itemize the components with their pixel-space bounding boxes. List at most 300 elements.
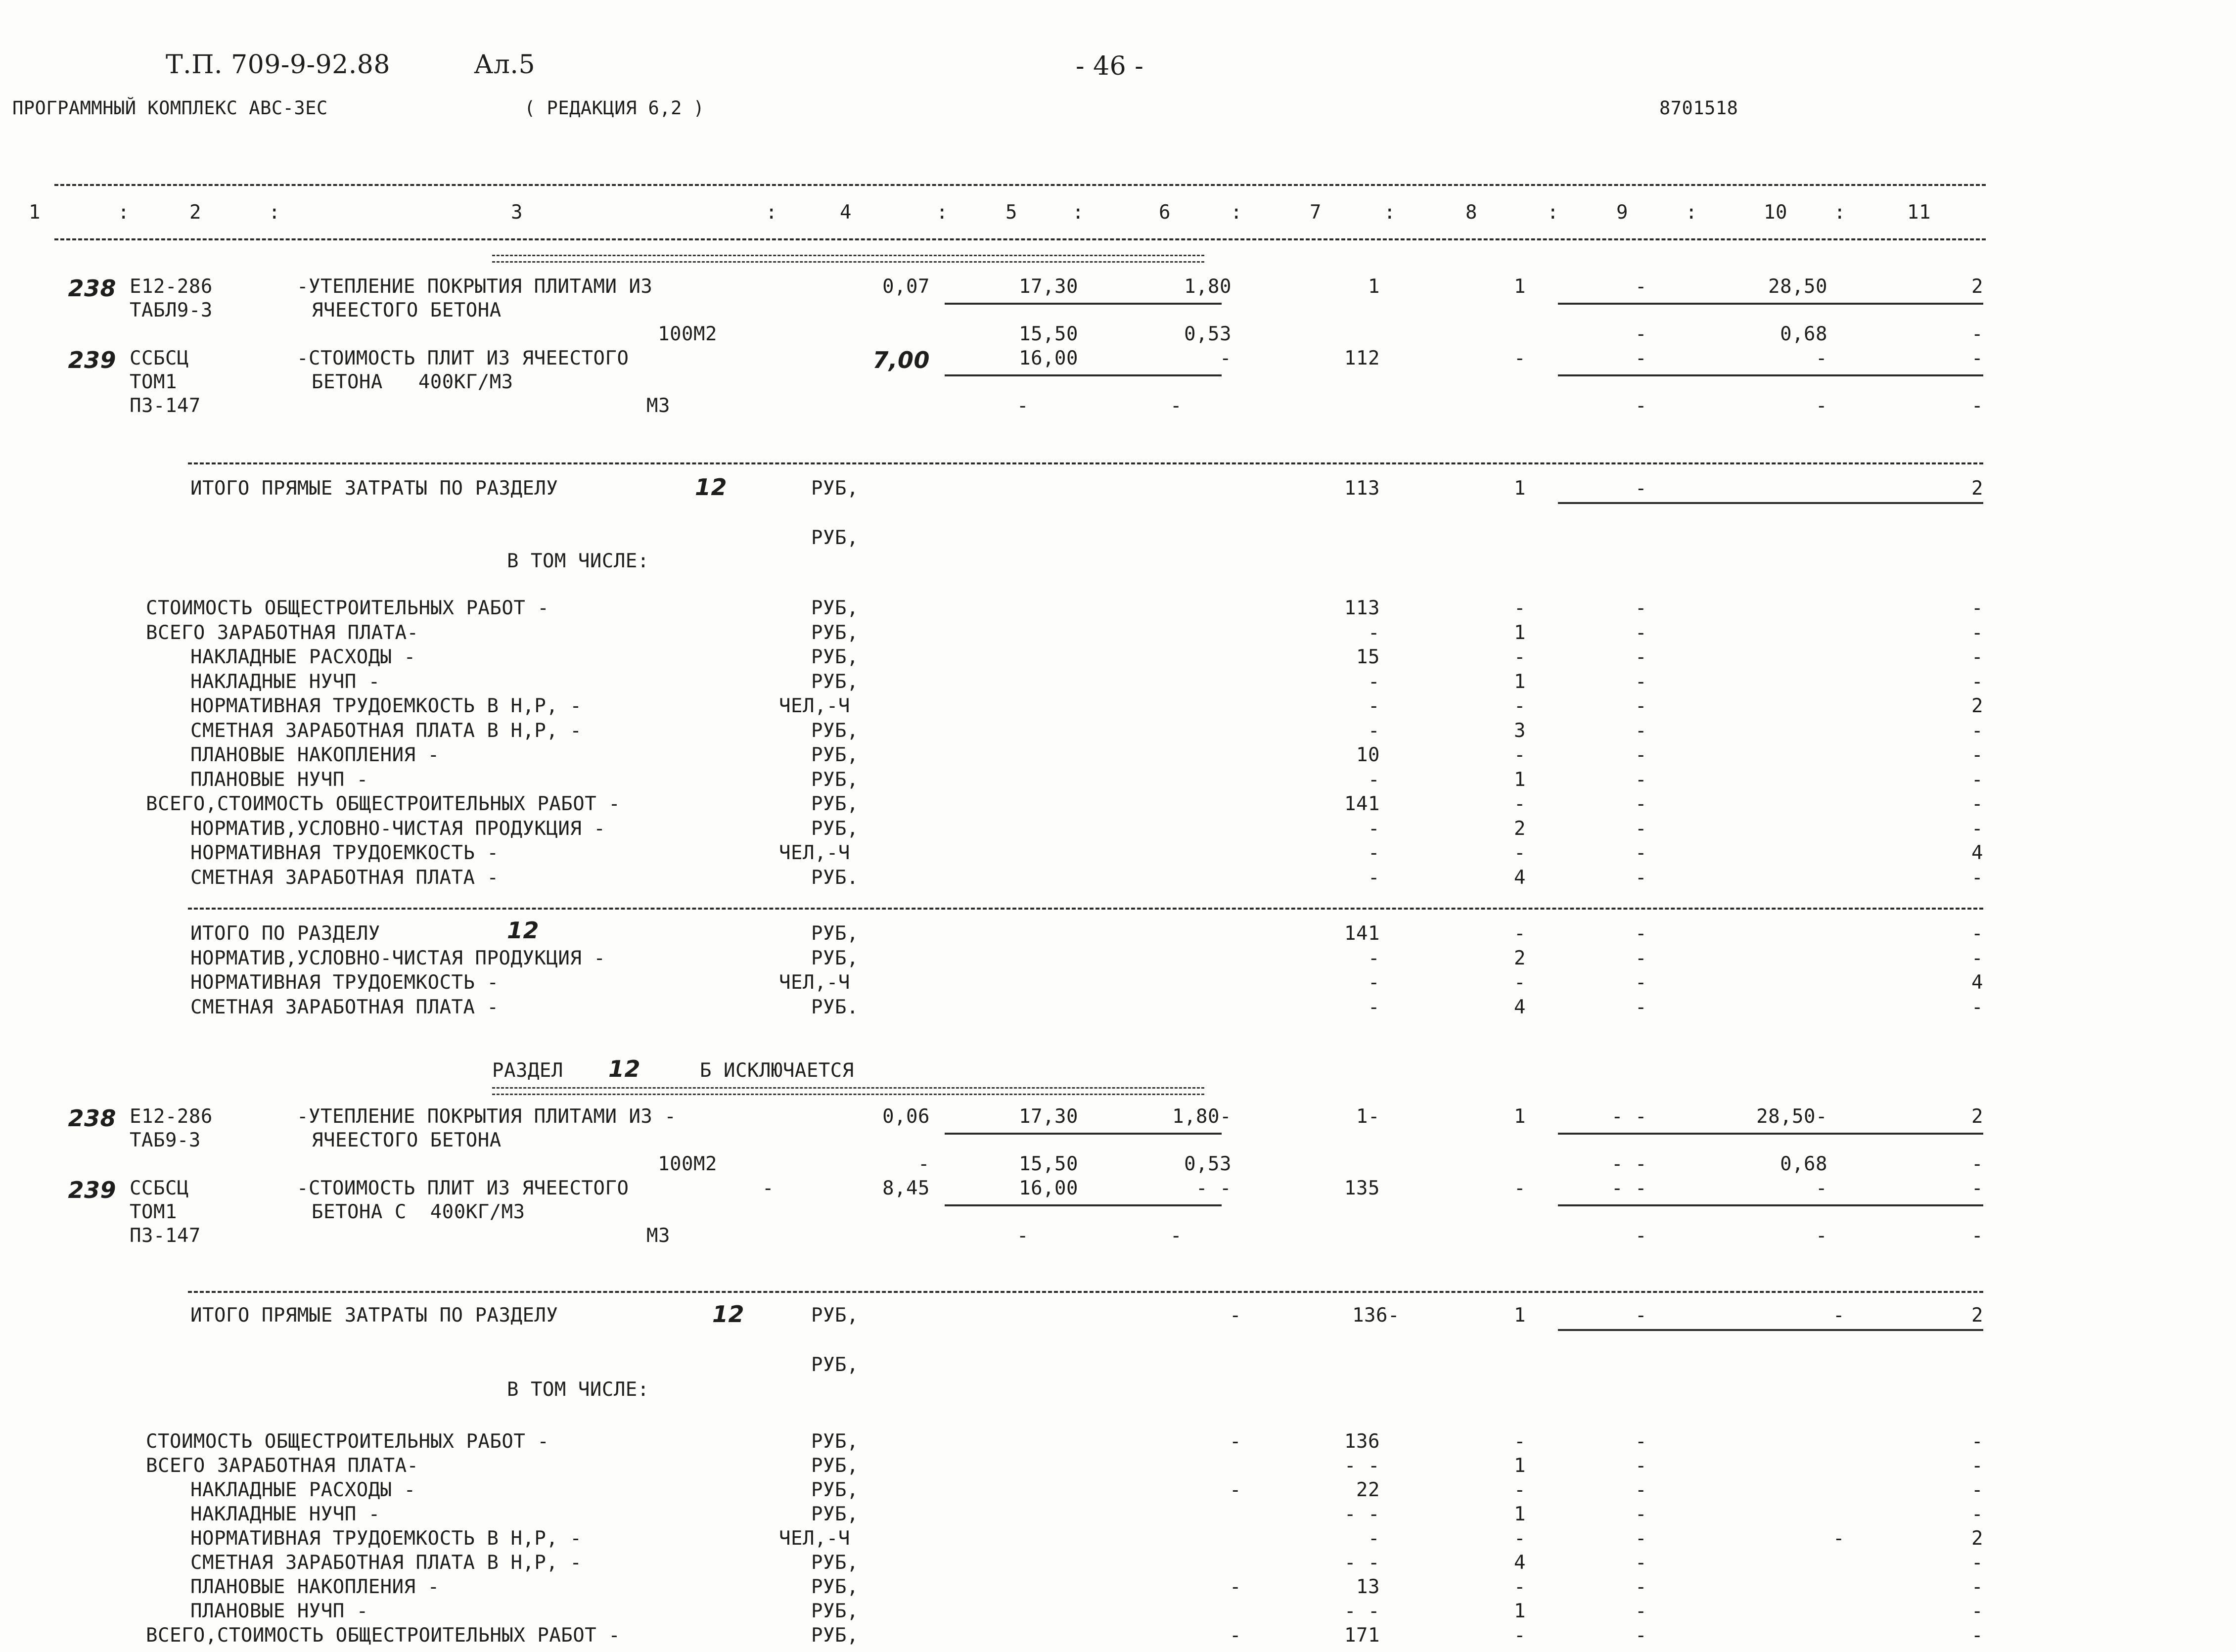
item-description: -СТОИМОСТЬ ПЛИТ ИЗ ЯЧЕЕСТОГО xyxy=(297,1177,629,1199)
col11-value-b: - xyxy=(1971,323,1983,345)
item-unit: М3 xyxy=(646,1225,670,1247)
breakdown-unit: РУБ, xyxy=(811,597,859,619)
col9-value-b: - xyxy=(1635,1225,1647,1247)
breakdown-col9: - xyxy=(1635,1624,1647,1647)
header-rule-bottom xyxy=(54,238,1986,240)
item-unit: 100М2 xyxy=(658,1153,717,1175)
breakdown-col8: - xyxy=(1514,1624,1526,1647)
row-underline xyxy=(945,303,1222,305)
breakdown-label: НАКЛАДНЫЕ НУЧП - xyxy=(190,670,380,693)
breakdown-label: СТОИМОСТЬ ОБЩЕСТРОИТЕЛЬНЫХ РАБОТ - xyxy=(146,1430,549,1453)
item-code-ref: П3-147 xyxy=(130,395,201,417)
row-underline xyxy=(945,374,1222,376)
col11-value-b: - xyxy=(1971,1153,1983,1175)
breakdown-col7: - - xyxy=(1344,1503,1380,1525)
col9-value: - - xyxy=(1611,1177,1647,1199)
item-code-table: ТОМ1 xyxy=(130,1201,177,1223)
breakdown-col7: - xyxy=(1368,817,1380,840)
breakdown-col11: - xyxy=(1971,866,1983,889)
item-description-cont: БЕТОНА С 400КГ/М3 xyxy=(312,1201,525,1223)
col10-labor: 28,50 xyxy=(1768,275,1827,298)
col9-value-b: - xyxy=(1635,395,1647,417)
breakdown-unit: РУБ, xyxy=(811,1576,859,1598)
breakdown-col11: - xyxy=(1971,597,1983,619)
subtotal-label: ИТОГО ПО РАЗДЕЛУ xyxy=(190,922,380,945)
subtotal-label: НОРМАТИВ,УСЛОВНО-ЧИСТАЯ ПРОДУКЦИЯ - xyxy=(190,947,606,969)
breakdown-col8: 1 xyxy=(1514,1503,1526,1525)
breakdown-col9: - xyxy=(1635,1600,1647,1622)
breakdown-label: ПЛАНОВЫЕ НАКОПЛЕНИЯ - xyxy=(190,1576,440,1598)
breakdown-col9: - xyxy=(1635,768,1647,791)
breakdown-col6: - xyxy=(1230,1479,1241,1501)
col7-total: 112 xyxy=(1344,347,1380,369)
breakdown-col8: 1 xyxy=(1514,1455,1526,1477)
item-code: Е12-286 xyxy=(130,275,213,298)
section-number: 12 xyxy=(695,474,728,501)
breakdown-col6: - xyxy=(1230,1576,1241,1598)
breakdown-label: ПЛАНОВЫЕ НУЧП - xyxy=(190,768,368,791)
breakdown-col9: - xyxy=(1635,621,1647,644)
breakdown-col7: 136 xyxy=(1344,1430,1380,1453)
column-header-14: 8 xyxy=(1465,201,1477,224)
subtotal-col7: 141 xyxy=(1344,922,1380,945)
col5-wage: 15,50 xyxy=(1019,323,1078,345)
section-heading: РАЗДЕЛ xyxy=(492,1059,563,1082)
row-underline-right xyxy=(1558,374,1983,376)
breakdown-col9: - xyxy=(1635,1503,1647,1525)
total-direct-costs-label: ИТОГО ПРЯМЫЕ ЗАТРАТЫ ПО РАЗДЕЛУ xyxy=(190,1304,558,1327)
item-number: 238 xyxy=(68,275,116,302)
item-code-table: ТАБ9-3 xyxy=(130,1129,201,1151)
breakdown-label: НАКЛАДНЫЕ НУЧП - xyxy=(190,1503,380,1525)
section-rule-2 xyxy=(188,1291,1983,1293)
col10-labor-b: - xyxy=(1816,395,1827,417)
breakdown-col11: 2 xyxy=(1971,1527,1983,1550)
col11-value: - xyxy=(1971,347,1983,369)
breakdown-col7: - - xyxy=(1344,1455,1380,1477)
column-header-20: 11 xyxy=(1907,201,1931,224)
subtotal-unit: ЧЕЛ,-Ч xyxy=(779,971,850,994)
breakdown-label: ВСЕГО ЗАРАБОТНАЯ ПЛАТА- xyxy=(146,621,419,644)
breakdown-col11: 2 xyxy=(1971,695,1983,717)
subtotal-col8: - xyxy=(1514,971,1526,994)
subtotal-col9: - xyxy=(1635,947,1647,969)
column-header-11: : xyxy=(1231,201,1242,224)
breakdown-label: СМЕТНАЯ ЗАРАБОТНАЯ ПЛАТА В Н,Р, - xyxy=(190,1552,582,1574)
subtotal-label: НОРМАТИВНАЯ ТРУДОЕМКОСТЬ - xyxy=(190,971,499,994)
column-header-5: : xyxy=(766,201,777,224)
breakdown-unit: РУБ, xyxy=(811,1624,859,1647)
subtotal-col7: - xyxy=(1368,996,1380,1018)
subtotal-col9: - xyxy=(1635,971,1647,994)
subtotal-label: СМЕТНАЯ ЗАРАБОТНАЯ ПЛАТА - xyxy=(190,996,499,1018)
col9-value: - xyxy=(1635,275,1647,298)
col8-value: - xyxy=(1514,1177,1526,1199)
breakdown-col11: - xyxy=(1971,1455,1983,1477)
incl-unit: РУБ, xyxy=(811,1354,859,1376)
subtotal-col9: - xyxy=(1635,922,1647,945)
breakdown-unit: РУБ. xyxy=(811,866,859,889)
breakdown-col8: 1 xyxy=(1514,1600,1526,1622)
breakdown-col11: - xyxy=(1971,817,1983,840)
total-rule xyxy=(1558,502,1983,504)
incl-unit: РУБ, xyxy=(811,527,859,549)
breakdown-col11: - xyxy=(1971,1479,1983,1501)
breakdown-label: СТОИМОСТЬ ОБЩЕСТРОИТЕЛЬНЫХ РАБОТ - xyxy=(146,597,549,619)
col4-qty: 8,45 xyxy=(882,1177,930,1199)
subtotal-col11: - xyxy=(1971,947,1983,969)
double-rule-2 xyxy=(492,1087,1204,1095)
breakdown-label: ВСЕГО,СТОИМОСТЬ ОБЩЕСТРОИТЕЛЬНЫХ РАБОТ - xyxy=(146,1624,621,1647)
including-label: В ТОМ ЧИСЛЕ: xyxy=(507,1378,649,1401)
col6-machine-wage: - xyxy=(1170,395,1182,417)
breakdown-col8: 4 xyxy=(1514,866,1526,889)
item-description-cont: ЯЧЕЕСТОГО БЕТОНА xyxy=(312,299,502,321)
total-unit: РУБ, xyxy=(811,1304,859,1327)
section-rule xyxy=(188,462,1983,464)
breakdown-unit: РУБ, xyxy=(811,621,859,644)
total-col8: 1 xyxy=(1514,477,1526,500)
breakdown-unit: РУБ, xyxy=(811,670,859,693)
breakdown-col6: - xyxy=(1230,1430,1241,1453)
col6-machine: 1,80- xyxy=(1172,1105,1232,1128)
breakdown-col9: - xyxy=(1635,1552,1647,1574)
item-description: -УТЕПЛЕНИЕ ПОКРЫТИЯ ПЛИТАМИ ИЗ xyxy=(297,275,653,298)
col4-prefix: - xyxy=(762,1177,774,1199)
col7-total: 1 xyxy=(1368,275,1380,298)
program-title: ПРОГРАММНЫЙ КОМПЛЕКС АВС-3ЕС xyxy=(12,97,328,119)
breakdown-col11: - xyxy=(1971,1430,1983,1453)
breakdown-label: СМЕТНАЯ ЗАРАБОТНАЯ ПЛАТА В Н,Р, - xyxy=(190,719,582,742)
breakdown-col11: - xyxy=(1971,1600,1983,1622)
breakdown-col9: - xyxy=(1635,670,1647,693)
col5-wage: 15,50 xyxy=(1019,1153,1078,1175)
item-unit: 100М2 xyxy=(658,323,717,345)
subtotal-col8: 2 xyxy=(1514,947,1526,969)
col8-value: 1 xyxy=(1514,275,1526,298)
breakdown-col7: - - xyxy=(1344,1552,1380,1574)
breakdown-col8: - xyxy=(1514,1479,1526,1501)
breakdown-col7: - xyxy=(1368,621,1380,644)
breakdown-col8: - xyxy=(1514,744,1526,766)
breakdown-col9: - xyxy=(1635,646,1647,668)
col4-qty: 0,07 xyxy=(882,275,930,298)
col8-value: - xyxy=(1514,347,1526,369)
breakdown-label: ВСЕГО ЗАРАБОТНАЯ ПЛАТА- xyxy=(146,1455,419,1477)
item-description-cont: ЯЧЕЕСТОГО БЕТОНА xyxy=(312,1129,502,1151)
subtotal-col11: - xyxy=(1971,922,1983,945)
col7-total: 1- xyxy=(1356,1105,1380,1128)
subtotal-unit: РУБ, xyxy=(811,947,859,969)
breakdown-col7: - xyxy=(1368,866,1380,889)
item-number: 239 xyxy=(68,1177,116,1203)
breakdown-unit: РУБ, xyxy=(811,646,859,668)
breakdown-unit: РУБ, xyxy=(811,1430,859,1453)
item-number: 238 xyxy=(68,1105,116,1132)
doc-code: Т.П. 709-9-92.88 xyxy=(166,50,390,80)
breakdown-col7: 22 xyxy=(1356,1479,1380,1501)
breakdown-unit: РУБ, xyxy=(811,744,859,766)
total-col7: 136- xyxy=(1352,1304,1400,1327)
column-header-0: 1 xyxy=(29,201,41,224)
row-underline-right xyxy=(1558,1204,1983,1206)
breakdown-col8: 4 xyxy=(1514,1552,1526,1574)
breakdown-col8: - xyxy=(1514,646,1526,668)
breakdown-col8: 1 xyxy=(1514,768,1526,791)
breakdown-col9: - xyxy=(1635,597,1647,619)
breakdown-label: СМЕТНАЯ ЗАРАБОТНАЯ ПЛАТА - xyxy=(190,866,499,889)
breakdown-col8: - xyxy=(1514,695,1526,717)
col11-value-b: - xyxy=(1971,1225,1983,1247)
breakdown-col6: - xyxy=(1230,1624,1241,1647)
total-direct-costs-label: ИТОГО ПРЯМЫЕ ЗАТРАТЫ ПО РАЗДЕЛУ xyxy=(190,477,558,500)
breakdown-col11: - xyxy=(1971,793,1983,815)
album-label: Ал.5 xyxy=(474,50,536,80)
breakdown-unit: РУБ, xyxy=(811,1552,859,1574)
item-code-table: ТОМ1 xyxy=(130,371,177,393)
breakdown-label: НАКЛАДНЫЕ РАСХОДЫ - xyxy=(190,646,416,668)
breakdown-col7: - xyxy=(1368,695,1380,717)
column-header-4: 3 xyxy=(511,201,523,224)
column-header-1: : xyxy=(118,201,130,224)
item-code-ref: П3-147 xyxy=(130,1225,201,1247)
breakdown-col9: - xyxy=(1635,744,1647,766)
col9-value: - - xyxy=(1611,1105,1647,1128)
breakdown-col11: - xyxy=(1971,768,1983,791)
item-code: Е12-286 xyxy=(130,1105,213,1128)
col11-value: - xyxy=(1971,1177,1983,1199)
breakdown-col8: 1 xyxy=(1514,621,1526,644)
breakdown-col7: 13 xyxy=(1356,1576,1380,1598)
col6-machine-wage: 0,53 xyxy=(1184,323,1232,345)
col10-labor-b: 0,68 xyxy=(1780,323,1827,345)
col11-value-b: - xyxy=(1971,395,1983,417)
subtotal-col11: 4 xyxy=(1971,971,1983,994)
breakdown-label: ПЛАНОВЫЕ НАКОПЛЕНИЯ - xyxy=(190,744,440,766)
item-number: 239 xyxy=(68,347,116,373)
breakdown-col11: - xyxy=(1971,621,1983,644)
total-col10: - xyxy=(1833,1304,1845,1327)
col9-value: - xyxy=(1635,347,1647,369)
subtotal-col11: - xyxy=(1971,996,1983,1018)
breakdown-col8: - xyxy=(1514,1430,1526,1453)
col10-labor: - xyxy=(1816,1177,1827,1199)
subtotal-col9: - xyxy=(1635,996,1647,1018)
breakdown-unit: РУБ, xyxy=(811,793,859,815)
edition-label: ( РЕДАКЦИЯ 6,2 ) xyxy=(524,97,705,119)
subtotal-col8: 4 xyxy=(1514,996,1526,1018)
breakdown-col8: 3 xyxy=(1514,719,1526,742)
breakdown-col9: - xyxy=(1635,817,1647,840)
item-unit: М3 xyxy=(646,395,670,417)
breakdown-col7: 113 xyxy=(1344,597,1380,619)
col4-qty: 7,00 xyxy=(872,347,930,373)
total-col6: - xyxy=(1230,1304,1241,1327)
breakdown-col7: - xyxy=(1368,842,1380,864)
subtotal-unit: РУБ. xyxy=(811,996,859,1018)
breakdown-col7: 141 xyxy=(1344,793,1380,815)
column-header-2: 2 xyxy=(189,201,201,224)
column-header-12: 7 xyxy=(1310,201,1322,224)
col8-value: 1 xyxy=(1514,1105,1526,1128)
col6-machine: - - xyxy=(1196,1177,1232,1199)
col4-dash: - xyxy=(918,1153,930,1175)
breakdown-col7: - xyxy=(1368,1527,1380,1550)
double-rule xyxy=(492,255,1204,263)
breakdown-unit: РУБ, xyxy=(811,817,859,840)
breakdown-unit: РУБ, xyxy=(811,719,859,742)
col11-value: 2 xyxy=(1971,275,1983,298)
col10-labor: 28,50- xyxy=(1756,1105,1827,1128)
total-col7: 113 xyxy=(1344,477,1380,500)
col5-price: 17,30 xyxy=(1019,275,1078,298)
total-col11: 2 xyxy=(1971,1304,1983,1327)
breakdown-label: НОРМАТИВ,УСЛОВНО-ЧИСТАЯ ПРОДУКЦИЯ - xyxy=(190,817,606,840)
breakdown-label: ВСЕГО,СТОИМОСТЬ ОБЩЕСТРОИТЕЛЬНЫХ РАБОТ - xyxy=(146,793,621,815)
subtotal-rule xyxy=(188,908,1983,910)
col4-qty: 0,06 xyxy=(882,1105,930,1128)
breakdown-col11: - xyxy=(1971,719,1983,742)
col5-price: 17,30 xyxy=(1019,1105,1078,1128)
row-underline-right xyxy=(1558,303,1983,305)
col6-machine-wage: 0,53 xyxy=(1184,1153,1232,1175)
breakdown-col9: - xyxy=(1635,842,1647,864)
breakdown-col11: 4 xyxy=(1971,842,1983,864)
col5-wage: - xyxy=(1017,395,1029,417)
breakdown-col7: 15 xyxy=(1356,646,1380,668)
col7-total: 135 xyxy=(1344,1177,1380,1199)
section-heading-tail: Б ИСКЛЮЧАЕТСЯ xyxy=(700,1059,854,1082)
breakdown-col11: - xyxy=(1971,1576,1983,1598)
breakdown-label: НОРМАТИВНАЯ ТРУДОЕМКОСТЬ В Н,Р, - xyxy=(190,1527,582,1550)
column-header-15: : xyxy=(1547,201,1559,224)
breakdown-col10: - xyxy=(1833,1527,1845,1550)
breakdown-unit: РУБ, xyxy=(811,768,859,791)
including-label: В ТОМ ЧИСЛЕ: xyxy=(507,550,649,572)
breakdown-col7: 171 xyxy=(1344,1624,1380,1647)
col6-machine: - xyxy=(1220,347,1232,369)
breakdown-col8: - xyxy=(1514,793,1526,815)
breakdown-col9: - xyxy=(1635,866,1647,889)
col9-value-b: - - xyxy=(1611,1153,1647,1175)
column-header-6: 4 xyxy=(840,201,852,224)
total-rule-2 xyxy=(1558,1329,1983,1331)
breakdown-col11: - xyxy=(1971,1552,1983,1574)
col10-labor: - xyxy=(1816,347,1827,369)
total-col8: 1 xyxy=(1514,1304,1526,1327)
col6-machine: 1,80 xyxy=(1184,275,1232,298)
col5-price: 16,00 xyxy=(1019,1177,1078,1199)
subtotal-section-number: 12 xyxy=(507,917,540,944)
breakdown-unit: ЧЕЛ,-Ч xyxy=(779,842,850,864)
section-number: 12 xyxy=(712,1301,745,1328)
row-underline-right xyxy=(1558,1133,1983,1135)
breakdown-label: НОРМАТИВНАЯ ТРУДОЕМКОСТЬ - xyxy=(190,842,499,864)
breakdown-col7: - xyxy=(1368,670,1380,693)
item-description: -СТОИМОСТЬ ПЛИТ ИЗ ЯЧЕЕСТОГО xyxy=(297,347,629,369)
col5-wage: - xyxy=(1017,1225,1029,1247)
breakdown-col7: - - xyxy=(1344,1600,1380,1622)
breakdown-unit: РУБ, xyxy=(811,1600,859,1622)
item-code: ССБСЦ xyxy=(130,347,189,369)
column-header-17: : xyxy=(1686,201,1697,224)
document-id: 8701518 xyxy=(1659,97,1738,119)
breakdown-unit: РУБ, xyxy=(811,1455,859,1477)
item-code: ССБСЦ xyxy=(130,1177,189,1199)
header-rule-top xyxy=(54,184,1986,186)
breakdown-col11: - xyxy=(1971,670,1983,693)
total-col9: - xyxy=(1635,1304,1647,1327)
breakdown-col7: - xyxy=(1368,768,1380,791)
col10-labor-b: 0,68 xyxy=(1780,1153,1827,1175)
column-header-16: 9 xyxy=(1616,201,1628,224)
breakdown-col9: - xyxy=(1635,1576,1647,1598)
breakdown-col11: - xyxy=(1971,744,1983,766)
breakdown-col9: - xyxy=(1635,793,1647,815)
breakdown-col9: - xyxy=(1635,1455,1647,1477)
item-code-table: ТАБЛ9-3 xyxy=(130,299,213,321)
breakdown-label: ПЛАНОВЫЕ НУЧП - xyxy=(190,1600,368,1622)
breakdown-col8: - xyxy=(1514,597,1526,619)
row-underline xyxy=(945,1204,1222,1206)
breakdown-unit: РУБ, xyxy=(811,1479,859,1501)
subtotal-unit: РУБ, xyxy=(811,922,859,945)
breakdown-unit: РУБ, xyxy=(811,1503,859,1525)
breakdown-col8: 1 xyxy=(1514,670,1526,693)
breakdown-col11: - xyxy=(1971,1624,1983,1647)
breakdown-col9: - xyxy=(1635,719,1647,742)
section-heading-number: 12 xyxy=(608,1055,641,1082)
total-unit: РУБ, xyxy=(811,477,859,500)
column-header-8: 5 xyxy=(1005,201,1017,224)
column-header-13: : xyxy=(1384,201,1396,224)
subtotal-col8: - xyxy=(1514,922,1526,945)
item-description-cont: БЕТОНА 400КГ/М3 xyxy=(312,371,513,393)
breakdown-col9: - xyxy=(1635,1479,1647,1501)
breakdown-col7: - xyxy=(1368,719,1380,742)
col11-value: 2 xyxy=(1971,1105,1983,1128)
column-header-3: : xyxy=(269,201,280,224)
page-number: - 46 - xyxy=(1076,51,1144,81)
breakdown-col7: 10 xyxy=(1356,744,1380,766)
subtotal-col7: - xyxy=(1368,947,1380,969)
breakdown-label: НОРМАТИВНАЯ ТРУДОЕМКОСТЬ В Н,Р, - xyxy=(190,695,582,717)
col10-labor-b: - xyxy=(1816,1225,1827,1247)
breakdown-label: НАКЛАДНЫЕ РАСХОДЫ - xyxy=(190,1479,416,1501)
breakdown-unit: ЧЕЛ,-Ч xyxy=(779,695,850,717)
col6-machine-wage: - xyxy=(1170,1225,1182,1247)
breakdown-col8: - xyxy=(1514,1527,1526,1550)
breakdown-col9: - xyxy=(1635,1430,1647,1453)
item-description: -УТЕПЛЕНИЕ ПОКРЫТИЯ ПЛИТАМИ ИЗ - xyxy=(297,1105,677,1128)
total-col11: 2 xyxy=(1971,477,1983,500)
breakdown-col8: 2 xyxy=(1514,817,1526,840)
breakdown-col9: - xyxy=(1635,695,1647,717)
breakdown-col11: - xyxy=(1971,646,1983,668)
column-header-18: 10 xyxy=(1764,201,1787,224)
total-col9: - xyxy=(1635,477,1647,500)
breakdown-col8: - xyxy=(1514,1576,1526,1598)
column-header-7: : xyxy=(936,201,948,224)
breakdown-col11: - xyxy=(1971,1503,1983,1525)
breakdown-unit: ЧЕЛ,-Ч xyxy=(779,1527,850,1550)
column-header-10: 6 xyxy=(1159,201,1171,224)
col9-value-b: - xyxy=(1635,323,1647,345)
col5-price: 16,00 xyxy=(1019,347,1078,369)
breakdown-col9: - xyxy=(1635,1527,1647,1550)
column-header-9: : xyxy=(1072,201,1084,224)
column-header-19: : xyxy=(1834,201,1846,224)
